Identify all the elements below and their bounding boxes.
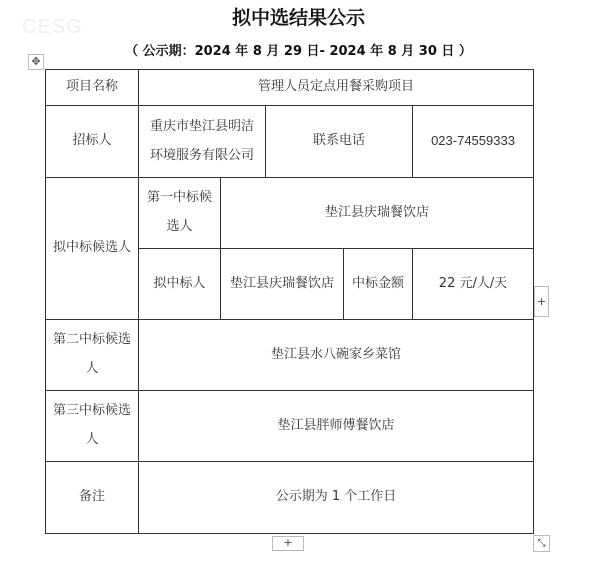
- third-candidate-value: 垫江县胖师傅餐饮店: [139, 391, 534, 462]
- move-icon[interactable]: ✥: [28, 54, 44, 70]
- project-name-label: 项目名称: [46, 70, 139, 106]
- amount-value: 22 元/人/天: [413, 249, 534, 320]
- add-column-icon[interactable]: +: [534, 286, 549, 317]
- watermark-text: CESG: [22, 16, 83, 38]
- table-row: [46, 178, 534, 249]
- remark-label: 备注: [46, 462, 139, 534]
- project-name-value: 管理人员定点用餐采购项目: [139, 70, 534, 106]
- add-row-icon[interactable]: +: [272, 536, 304, 551]
- table-row: [46, 462, 534, 534]
- bidder-value: 重庆市垫江县明洁环境服务有限公司: [139, 106, 266, 178]
- page-title: 拟中选结果公示: [231, 7, 365, 29]
- first-candidate-value: 垫江县庆瑞餐饮店: [221, 178, 534, 249]
- amount-label: 中标金额: [344, 249, 413, 320]
- publicity-period: （ 公示期：2024 年 8 月 29 日- 2024 年 8 月 30 日 ）: [125, 44, 472, 59]
- phone-label: 联系电话: [266, 106, 413, 178]
- second-candidate-label: 第二中标候选人: [46, 320, 139, 391]
- remark-value: 公示期为 1 个工作日: [139, 462, 534, 534]
- table-row: [46, 70, 534, 106]
- table-row: [46, 106, 534, 178]
- phone-value: 023-74559333: [413, 106, 534, 178]
- bidder-label: 招标人: [46, 106, 139, 178]
- candidates-label: 拟中标候选人: [46, 178, 139, 320]
- winner-value: 垫江县庆瑞餐饮店: [221, 249, 344, 320]
- winner-label: 拟中标人: [139, 249, 221, 320]
- first-candidate-label: 第一中标候选人: [139, 178, 221, 249]
- table-row: [46, 320, 534, 391]
- table-row: [46, 391, 534, 462]
- resize-icon[interactable]: ⤡: [533, 535, 550, 552]
- result-table: [45, 69, 534, 534]
- third-candidate-label: 第三中标候选人: [46, 391, 139, 462]
- second-candidate-value: 垫江县水八碗家乡菜馆: [139, 320, 534, 391]
